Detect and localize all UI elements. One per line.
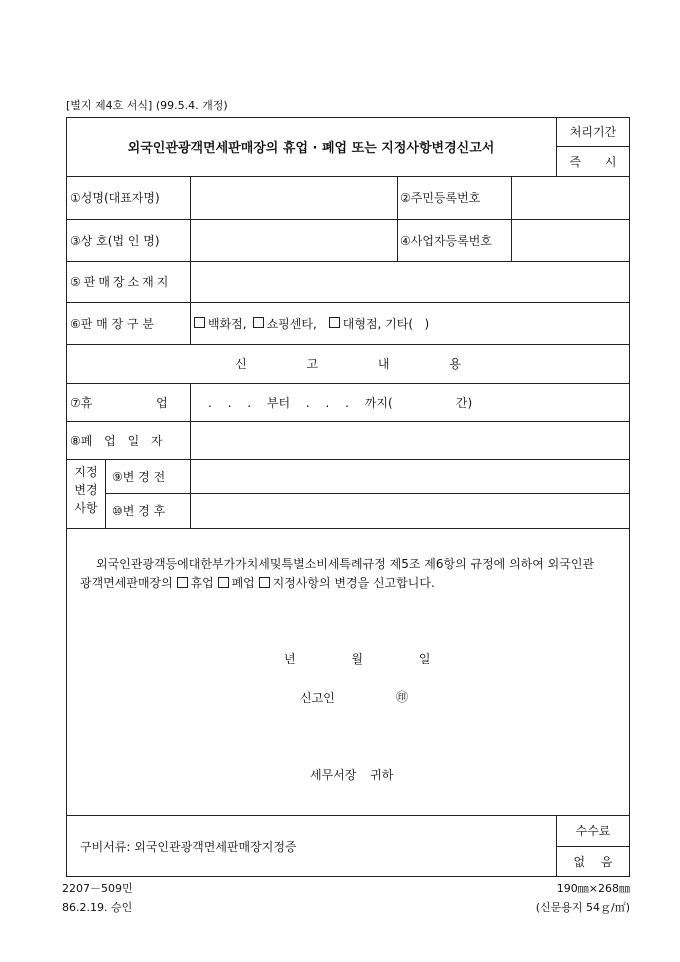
paper-spec: (신문용지 54ｇ/㎡) bbox=[535, 901, 630, 914]
store-address-label: ⑤판매장소재지 bbox=[70, 275, 172, 289]
paper-size: 190㎜×268㎜ bbox=[556, 882, 630, 895]
fee-value: 없 음 bbox=[573, 855, 613, 869]
form-code: 2207－509민 bbox=[62, 882, 133, 895]
approval: 86.2.19. 승인 bbox=[62, 901, 133, 914]
closure-date-field[interactable] bbox=[191, 422, 629, 458]
store-address-field[interactable] bbox=[191, 262, 629, 301]
form-label: [별지 제4호 서식] (99.5.4. 개정) bbox=[66, 99, 228, 112]
divider bbox=[105, 459, 106, 528]
divider bbox=[397, 176, 398, 261]
option-department-store: 백화점, bbox=[208, 316, 247, 331]
checkbox-designation-change[interactable] bbox=[259, 576, 273, 590]
before-change-field[interactable] bbox=[191, 460, 629, 492]
suspension-period[interactable]: . . . 부터 . . . 까지( 간) bbox=[208, 395, 473, 410]
declaration-suffix: 변경을 신고합니다. bbox=[334, 576, 435, 590]
declaration-line-2 bbox=[80, 574, 435, 591]
store-type-label: ⑥판 매 장 구 분 bbox=[70, 316, 154, 331]
checkbox-closure[interactable] bbox=[218, 576, 232, 590]
documents-required: 구비서류: 외국인관광객면세판매장지정증 bbox=[80, 839, 297, 854]
divider bbox=[66, 528, 630, 529]
checkbox-department-store[interactable] bbox=[194, 316, 208, 330]
processing-period-value: 즉 시 bbox=[569, 154, 617, 169]
reporter-label: 신고인 bbox=[300, 691, 335, 705]
date-line: 년 월 일 bbox=[284, 652, 431, 666]
report-section-label: 신 고 내 용 bbox=[235, 357, 461, 371]
suspension-label: ⑦휴 업 bbox=[70, 395, 168, 410]
business-reg-label: ④사업자등록번호 bbox=[400, 233, 492, 248]
designation-change-label: 지정 변경 사항 bbox=[74, 465, 98, 515]
declaration-line-1: 외국인관광객등에대한부가가치세및특별소비세특례규정 제5조 제6항의 규정에 의하여 외국인관 bbox=[96, 557, 595, 571]
after-change-field[interactable] bbox=[191, 494, 629, 527]
option-large-store-other: 대형점, 기타( ) bbox=[342, 316, 430, 331]
form-title: 외국인관광객면세판매장의 휴업 · 폐업 또는 지정사항변경신고서 bbox=[127, 141, 495, 156]
name-field[interactable] bbox=[191, 177, 396, 218]
addressee: 세무서장 귀하 bbox=[310, 768, 394, 782]
checkbox-suspension[interactable] bbox=[177, 576, 191, 590]
option-closure: 폐업 bbox=[231, 576, 255, 590]
closure-date-label: ⑧폐 업 일 자 bbox=[70, 433, 163, 448]
declaration-prefix: 광객면세판매장의 bbox=[80, 576, 173, 590]
option-suspension: 휴업 bbox=[190, 576, 214, 590]
name-label: ①성명(대표자명) bbox=[70, 191, 160, 205]
business-reg-field[interactable] bbox=[512, 220, 629, 260]
after-change-label: ⑩변 경 후 bbox=[112, 504, 166, 518]
before-change-label: ⑨변 경 전 bbox=[112, 469, 166, 484]
seal-mark: ㊞ bbox=[396, 690, 409, 704]
processing-period-label: 처리기간 bbox=[569, 125, 617, 139]
fee-label: 수수료 bbox=[575, 824, 611, 838]
checkbox-shopping-center[interactable] bbox=[253, 316, 267, 330]
option-designation-change: 지정사항의 bbox=[272, 576, 331, 590]
trade-name-label: ③상 호(법 인 명) bbox=[70, 233, 160, 248]
checkbox-large-store[interactable] bbox=[329, 316, 343, 330]
store-type-options bbox=[194, 302, 624, 344]
option-shopping-center: 쇼핑센타, bbox=[266, 316, 317, 331]
resident-no-label: ②주민등록번호 bbox=[400, 191, 481, 205]
trade-name-field[interactable] bbox=[191, 220, 396, 260]
resident-no-field[interactable] bbox=[512, 177, 629, 218]
